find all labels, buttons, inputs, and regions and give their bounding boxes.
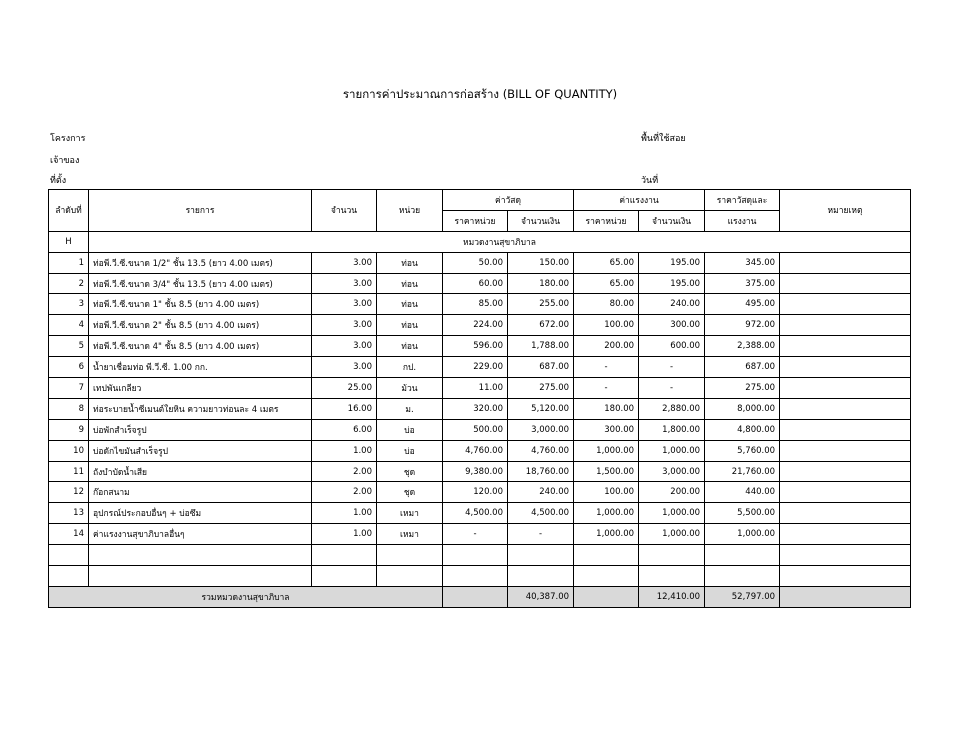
row-no: 5 [49,336,89,357]
row-total: 8,000.00 [705,398,780,419]
row-material-amount: 240.00 [508,482,574,503]
table-row [49,503,911,524]
row-total: 495.00 [705,294,780,315]
table-row [49,398,911,419]
summary-material-amount: 40,387.00 [508,586,574,607]
table-row [49,357,911,378]
row-total: 2,388.00 [705,336,780,357]
table-row [49,440,911,461]
row-no: 7 [49,378,89,399]
empty-cell [508,545,574,566]
table-header [49,190,911,232]
row-item: เทปพันเกลียว [89,378,312,399]
row-unit: ม. [377,398,443,419]
table-row [49,273,911,294]
row-total: 375.00 [705,273,780,294]
row-remark [780,378,911,399]
empty-cell [639,566,705,587]
row-remark [780,503,911,524]
row-unit: บ่อ [377,419,443,440]
empty-cell [49,566,89,587]
empty-cell [49,545,89,566]
row-no: 8 [49,398,89,419]
row-item: ท่อพี.วี.ซี.ขนาด 4" ชั้น 8.5 (ยาว 4.00 เมตร) [89,336,312,357]
row-total: 5,760.00 [705,440,780,461]
header-labor-unit-price: ราคาหน่วย [574,210,639,231]
row-qty: 1.00 [312,524,377,545]
row-qty: 3.00 [312,273,377,294]
row-labor-amount: 200.00 [639,482,705,503]
row-remark [780,294,911,315]
header-material-unit-price: ราคาหน่วย [443,210,508,231]
row-no: 10 [49,440,89,461]
row-material-unit-price: 229.00 [443,357,508,378]
row-unit: ท่อน [377,294,443,315]
row-qty: 2.00 [312,461,377,482]
row-material-amount: 687.00 [508,357,574,378]
row-item: น้ำยาเชื่อมท่อ พี.วี.ซี. 1.00 กก. [89,357,312,378]
row-total: 1,000.00 [705,524,780,545]
row-total: 275.00 [705,378,780,399]
row-remark [780,440,911,461]
row-no: 12 [49,482,89,503]
row-material-amount: 150.00 [508,252,574,273]
table-body [49,231,911,586]
row-material-amount: 4,500.00 [508,503,574,524]
row-item: ก๊อกสนาม [89,482,312,503]
header-remark: หมายเหตุ [780,190,911,232]
row-remark [780,419,911,440]
header-item: รายการ [89,190,312,232]
row-total: 345.00 [705,252,780,273]
empty-cell [89,566,312,587]
location-label: ที่ตั้ง [50,176,67,186]
header-material-amount: จำนวนเงิน [508,210,574,231]
row-material-amount: 180.00 [508,273,574,294]
row-item: บ่อพักสำเร็จรูป [89,419,312,440]
row-unit: ม้วน [377,378,443,399]
table-row [49,252,911,273]
row-material-unit-price: 500.00 [443,419,508,440]
row-unit: กป. [377,357,443,378]
row-item: ค่าแรงงานสุขาภิบาลอื่นๆ [89,524,312,545]
row-material-amount: 3,000.00 [508,419,574,440]
row-labor-unit-price: 200.00 [574,336,639,357]
row-item: ท่อพี.วี.ซี.ขนาด 1/2" ชั้น 13.5 (ยาว 4.00 เมตร) [89,252,312,273]
row-no: 9 [49,419,89,440]
row-material-unit-price: 11.00 [443,378,508,399]
row-labor-amount: 3,000.00 [639,461,705,482]
row-labor-amount: 240.00 [639,294,705,315]
row-qty: 3.00 [312,336,377,357]
empty-cell [780,545,911,566]
header-total-line1: ราคาวัสดุและ [705,190,780,211]
empty-cell [377,566,443,587]
row-remark [780,357,911,378]
row-material-unit-price: 120.00 [443,482,508,503]
row-remark [780,273,911,294]
row-labor-unit-price: 1,000.00 [574,440,639,461]
row-labor-amount: 195.00 [639,252,705,273]
row-labor-amount: 2,880.00 [639,398,705,419]
row-no: 1 [49,252,89,273]
row-material-unit-price: 596.00 [443,336,508,357]
row-no: 13 [49,503,89,524]
row-labor-unit-price: - [574,378,639,399]
project-label: โครงการ [50,134,86,144]
row-material-amount: 5,120.00 [508,398,574,419]
row-labor-amount: - [639,378,705,399]
row-material-unit-price: 4,500.00 [443,503,508,524]
empty-row [49,566,911,587]
row-unit: ชุด [377,482,443,503]
row-total: 440.00 [705,482,780,503]
empty-cell [705,566,780,587]
row-material-unit-price: 320.00 [443,398,508,419]
row-material-amount: 255.00 [508,294,574,315]
row-no: 3 [49,294,89,315]
row-item: บ่อดักไขมันสำเร็จรูป [89,440,312,461]
row-labor-unit-price: 300.00 [574,419,639,440]
row-labor-unit-price: - [574,357,639,378]
date-label: วันที่ [641,176,659,186]
header-material: ค่าวัสดุ [443,190,574,211]
row-material-unit-price: 60.00 [443,273,508,294]
page-title: รายการค่าประมาณการก่อสร้าง (BILL OF QUANTITY) [342,87,618,101]
row-total: 5,500.00 [705,503,780,524]
table-row [49,315,911,336]
row-material-amount: 672.00 [508,315,574,336]
header-labor: ค่าแรงงาน [574,190,705,211]
row-total: 21,760.00 [705,461,780,482]
header-labor-amount: จำนวนเงิน [639,210,705,231]
row-unit: บ่อ [377,440,443,461]
row-item: ท่อระบายน้ำซีเมนต์ใยหิน ความยาวท่อนละ 4 เมตร [89,398,312,419]
empty-cell [443,566,508,587]
summary-material-unit [443,586,508,607]
owner-label: เจ้าของ [50,156,80,166]
empty-cell [89,545,312,566]
row-remark [780,524,911,545]
row-qty: 3.00 [312,294,377,315]
row-remark [780,482,911,503]
row-unit: ท่อน [377,252,443,273]
row-labor-amount: 1,000.00 [639,503,705,524]
row-labor-unit-price: 65.00 [574,273,639,294]
row-unit: ท่อน [377,315,443,336]
row-labor-amount: 1,000.00 [639,440,705,461]
summary-row [49,586,911,607]
row-material-amount: 275.00 [508,378,574,399]
row-material-amount: - [508,524,574,545]
empty-cell [780,566,911,587]
row-no: 2 [49,273,89,294]
row-remark [780,461,911,482]
row-qty: 25.00 [312,378,377,399]
row-labor-unit-price: 180.00 [574,398,639,419]
row-qty: 6.00 [312,419,377,440]
empty-cell [443,545,508,566]
section-row [49,231,911,252]
row-no: 6 [49,357,89,378]
row-material-unit-price: 85.00 [443,294,508,315]
row-labor-amount: 300.00 [639,315,705,336]
row-qty: 2.00 [312,482,377,503]
row-remark [780,315,911,336]
header-qty: จำนวน [312,190,377,232]
empty-cell [312,566,377,587]
row-unit: เหมา [377,503,443,524]
row-qty: 3.00 [312,357,377,378]
row-remark [780,336,911,357]
empty-cell [312,545,377,566]
summary-label: รวมหมวดงานสุขาภิบาล [49,586,443,607]
row-labor-unit-price: 1,000.00 [574,503,639,524]
row-labor-amount: 1,800.00 [639,419,705,440]
table-row [49,461,911,482]
header-total-line2: แรงงาน [705,210,780,231]
boq-table [48,189,911,608]
header-no: ลำดับที่ [49,190,89,232]
row-item: ถังบำบัดน้ำเสีย [89,461,312,482]
row-labor-unit-price: 1,500.00 [574,461,639,482]
row-qty: 16.00 [312,398,377,419]
row-unit: ท่อน [377,273,443,294]
section-name: หมวดงานสุขาภิบาล [89,231,911,252]
row-qty: 1.00 [312,503,377,524]
row-unit: เหมา [377,524,443,545]
row-qty: 3.00 [312,315,377,336]
row-material-amount: 1,788.00 [508,336,574,357]
row-labor-amount: 600.00 [639,336,705,357]
empty-cell [574,566,639,587]
summary-labor-amount: 12,410.00 [639,586,705,607]
row-labor-unit-price: 1,000.00 [574,524,639,545]
row-item: ท่อพี.วี.ซี.ขนาด 1" ชั้น 8.5 (ยาว 4.00 เมตร) [89,294,312,315]
row-labor-amount: - [639,357,705,378]
row-remark [780,398,911,419]
row-total: 972.00 [705,315,780,336]
row-labor-unit-price: 65.00 [574,252,639,273]
table-row [49,419,911,440]
row-no: 4 [49,315,89,336]
row-unit: ชุด [377,461,443,482]
table-row [49,336,911,357]
row-material-unit-price: 9,380.00 [443,461,508,482]
row-material-amount: 4,760.00 [508,440,574,461]
empty-cell [705,545,780,566]
row-labor-unit-price: 100.00 [574,315,639,336]
row-qty: 1.00 [312,440,377,461]
empty-cell [639,545,705,566]
row-remark [780,252,911,273]
area-label: พื้นที่ใช้สอย [641,134,686,144]
row-material-unit-price: 4,760.00 [443,440,508,461]
summary-total: 52,797.00 [705,586,780,607]
row-labor-amount: 195.00 [639,273,705,294]
row-material-unit-price: 224.00 [443,315,508,336]
row-material-unit-price: - [443,524,508,545]
row-item: อุปกรณ์ประกอบอื่นๆ + บ่อซึม [89,503,312,524]
row-labor-amount: 1,000.00 [639,524,705,545]
row-total: 687.00 [705,357,780,378]
summary-labor-unit [574,586,639,607]
table-row [49,524,911,545]
summary-remark [780,586,911,607]
row-material-amount: 18,760.00 [508,461,574,482]
empty-cell [508,566,574,587]
table-row [49,294,911,315]
row-material-unit-price: 50.00 [443,252,508,273]
empty-row [49,545,911,566]
empty-cell [574,545,639,566]
row-total: 4,800.00 [705,419,780,440]
row-labor-unit-price: 80.00 [574,294,639,315]
table-row [49,378,911,399]
row-unit: ท่อน [377,336,443,357]
table-row [49,482,911,503]
row-labor-unit-price: 100.00 [574,482,639,503]
section-code: H [49,231,89,252]
row-item: ท่อพี.วี.ซี.ขนาด 3/4" ชั้น 13.5 (ยาว 4.00 เมตร) [89,273,312,294]
row-no: 11 [49,461,89,482]
row-no: 14 [49,524,89,545]
header-unit: หน่วย [377,190,443,232]
row-item: ท่อพี.วี.ซี.ขนาด 2" ชั้น 8.5 (ยาว 4.00 เมตร) [89,315,312,336]
row-qty: 3.00 [312,252,377,273]
empty-cell [377,545,443,566]
